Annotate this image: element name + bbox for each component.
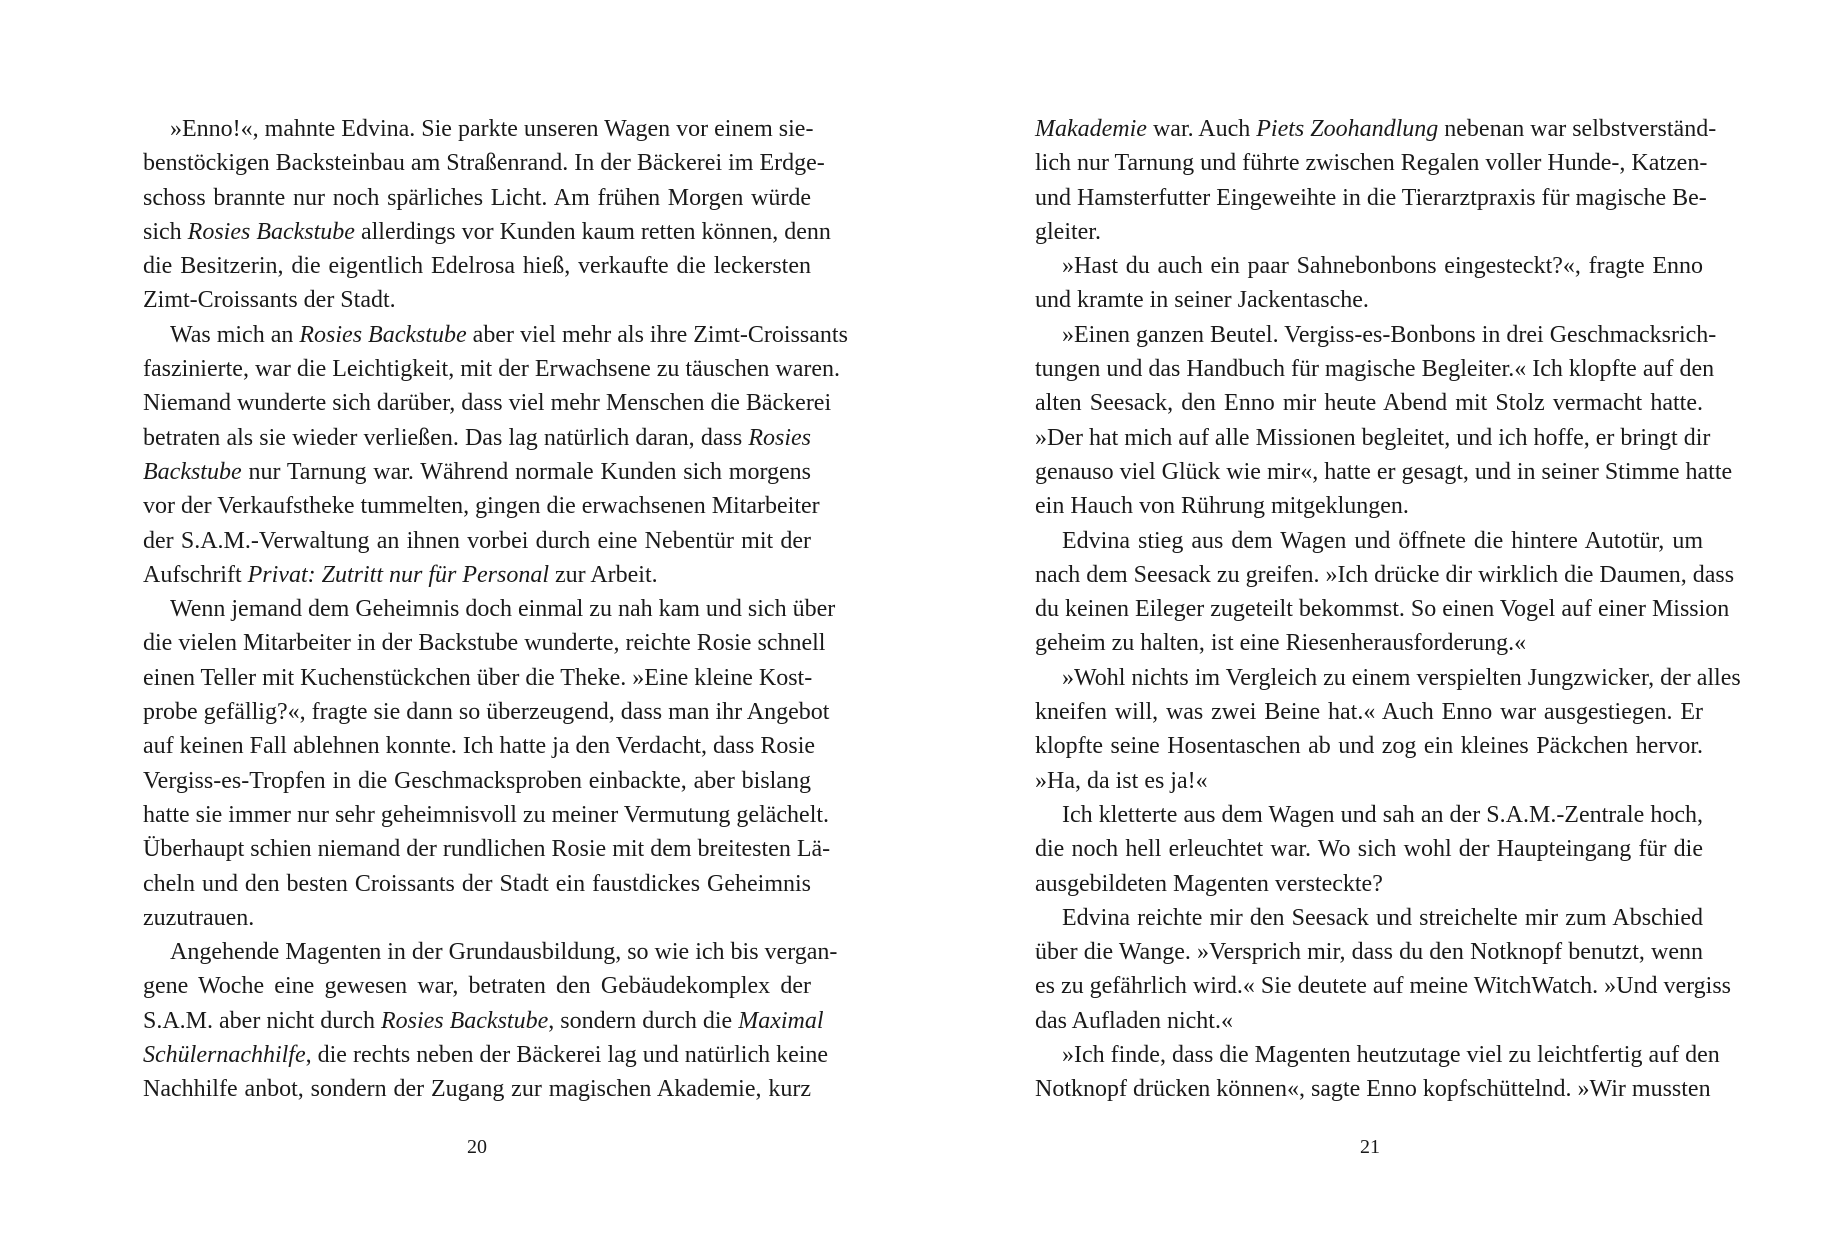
text-line <box>143 318 848 352</box>
line-text: »Ha, da ist es ja!« <box>1035 767 1208 794</box>
text-line <box>1035 181 1707 215</box>
line-text: Was mich an <box>170 321 300 348</box>
line-text: betraten als sie wieder verließen. Das lag natürlich daran, dass <box>143 424 749 451</box>
text-line <box>1035 455 1733 489</box>
text-line <box>1035 729 1703 763</box>
line-text: der S.A.M.-Verwaltung an ihnen vorbei durch eine Nebentür mit der <box>143 527 811 554</box>
line-text: nur Tarnung war. Während normale Kunden sich morgens <box>241 458 811 485</box>
italic-text: Makademie <box>1035 116 1147 142</box>
line-text: gleiter. <box>1035 218 1101 245</box>
text-line <box>143 1004 824 1038</box>
text-line <box>1035 215 1703 249</box>
text-line <box>143 798 830 832</box>
text-line <box>143 352 841 386</box>
text-line <box>143 1038 829 1072</box>
line-text: Ich kletterte aus dem Wagen und sah an der S.A.M.-Zentrale hoch, <box>1062 801 1703 828</box>
text-line <box>143 181 811 215</box>
line-text: tungen und das Handbuch für magische Begleiter.« Ich klopfte auf den <box>1035 356 1715 383</box>
italic-text: Rosies <box>748 424 811 451</box>
line-text: und Hamsterfutter Eingeweihte in die Tierarztpraxis für magische Be- <box>1035 184 1707 211</box>
line-text: Zimt-Croissants der Stadt. <box>143 287 396 314</box>
italic-text: Maximal <box>738 1007 824 1034</box>
line-text: kneifen will, was zwei Beine hat.« Auch Enno war ausgestiegen. Er <box>1035 699 1703 726</box>
text-line <box>1035 283 1703 317</box>
line-text: war. Auch <box>1146 116 1257 142</box>
line-text: »Einen ganzen Beutel. Vergiss-es-Bonbons in drei Geschmacksrich- <box>1062 321 1717 348</box>
text-line <box>143 969 811 1003</box>
line-text: Edvina reichte mir den Seesack und streichelte mir zum Abschied <box>1062 904 1703 931</box>
text-line <box>1035 592 1730 626</box>
text-line <box>143 867 811 901</box>
text-line <box>143 935 838 969</box>
text-line <box>1035 901 1703 935</box>
text-line <box>143 524 811 558</box>
text-line <box>143 489 820 523</box>
right-page-number: 21 <box>1360 1136 1380 1158</box>
text-line <box>143 764 811 798</box>
text-line <box>143 1072 811 1106</box>
line-text: schoss brannte nur noch spärliches Licht. Am frühen Morgen würde <box>143 184 811 211</box>
line-text: genauso viel Glück wie mir«, hatte er gesagt, und in seiner Stimme hatte <box>1035 458 1733 485</box>
text-line <box>143 661 811 695</box>
line-text: allerdings vor Kunden kaum retten können, denn <box>354 218 831 245</box>
text-line <box>1035 626 1703 660</box>
line-text: klopfte seine Hosentaschen ab und zog ein kleines Päckchen hervor. <box>1035 733 1703 760</box>
line-text: Überhaupt schien niemand der rundlichen Rosie mit dem breitesten Lä- <box>143 836 831 863</box>
line-text: S.A.M. aber nicht durch <box>143 1007 381 1034</box>
text-line <box>1035 421 1711 455</box>
text-line <box>143 832 831 866</box>
line-text: nebenan war selbstverständ- <box>1438 116 1717 142</box>
line-text: ausgebildeten Magenten versteckte? <box>1035 870 1383 897</box>
text-line <box>1035 249 1703 283</box>
text-line <box>143 112 814 146</box>
line-text: und kramte in seiner Jackentasche. <box>1035 287 1369 314</box>
italic-text: Backstube <box>143 458 242 485</box>
line-text: »Enno!«, mahnte Edvina. Sie parkte unseren Wagen vor einem sie- <box>170 116 814 142</box>
italic-text: Piets Zoohandlung <box>1256 116 1439 142</box>
line-text: benstöckigen Backsteinbau am Straßenrand. In der Bäckerei im Erdge- <box>143 150 825 177</box>
text-line <box>1035 1004 1703 1038</box>
line-text: nach dem Seesack zu greifen. »Ich drücke dir wirklich die Daumen, dass <box>1035 561 1735 588</box>
italic-text: Schülernachhilfe <box>143 1042 306 1069</box>
line-text: Wenn jemand dem Geheimnis doch einmal zu nah kam und sich über <box>170 596 836 623</box>
text-line <box>143 386 832 420</box>
text-line <box>1035 318 1717 352</box>
text-line <box>143 283 811 317</box>
line-text: Edvina stieg aus dem Wagen und öffnete die hintere Autotür, um <box>1062 527 1703 554</box>
line-text: alten Seesack, den Enno mir heute Abend mit Stolz vermacht hatte. <box>1035 390 1703 417</box>
text-line <box>1035 798 1703 832</box>
text-line <box>1035 1072 1711 1106</box>
line-text: vor der Verkaufstheke tummelten, gingen die erwachsenen Mitarbeiter <box>143 493 820 520</box>
text-line <box>143 901 811 935</box>
text-line <box>1035 832 1703 866</box>
text-line <box>1035 661 1741 695</box>
italic-text: Privat: Zutritt nur für Personal <box>247 561 549 588</box>
line-text: es zu gefährlich wird.« Sie deutete auf meine WitchWatch. »Und vergiss <box>1035 973 1731 1000</box>
text-line <box>143 215 831 249</box>
line-text: über die Wange. »Versprich mir, dass du den Notknopf benutzt, wenn <box>1035 939 1703 966</box>
line-text: »Der hat mich auf alle Missionen begleitet, und ich hoffe, er bringt dir <box>1035 424 1711 451</box>
line-text: »Wohl nichts im Vergleich zu einem verspielten Jungzwicker, der alles <box>1062 664 1741 691</box>
text-line <box>1035 695 1703 729</box>
line-text: die noch hell erleuchtet war. Wo sich wohl der Haupteingang für die <box>1035 836 1703 863</box>
text-line <box>143 558 811 592</box>
line-text: aber viel mehr als ihre Zimt-Croissants <box>466 321 848 348</box>
line-text: die vielen Mitarbeiter in der Backstube wunderte, reichte Rosie schnell <box>143 630 826 657</box>
italic-text: Rosies Backstube <box>299 321 467 348</box>
text-line <box>1035 867 1703 901</box>
line-text: Notknopf drücken können«, sagte Enno kopfschüttelnd. »Wir mussten <box>1035 1076 1711 1103</box>
text-line <box>143 592 836 626</box>
text-line <box>1035 524 1703 558</box>
line-text: , die rechts neben der Bäckerei lag und natürlich keine <box>305 1042 829 1069</box>
line-text: gene Woche eine gewesen war, betraten den Gebäudekomplex der <box>143 973 811 1000</box>
line-text: einen Teller mit Kuchenstückchen über die Theke. »Eine kleine Kost- <box>143 664 813 691</box>
text-line <box>143 146 825 180</box>
line-text: du keinen Eileger zugeteilt bekommst. So einen Vogel auf einer Mission <box>1035 596 1730 623</box>
line-text: cheln und den besten Croissants der Stadt ein faustdickes Geheimnis <box>143 870 811 897</box>
line-text: zur Arbeit. <box>549 561 658 588</box>
text-line <box>143 695 830 729</box>
line-text: Nachhilfe anbot, sondern der Zugang zur magischen Akademie, kurz <box>143 1076 811 1103</box>
line-text: faszinierte, war die Leichtigkeit, mit der Erwachsene zu täuschen waren. <box>143 356 841 383</box>
text-line <box>1035 386 1703 420</box>
line-text: sich <box>143 218 188 245</box>
left-page-text <box>143 112 848 1107</box>
line-text: »Ich finde, dass die Magenten heutzutage viel zu leichtfertig auf den <box>1062 1042 1720 1069</box>
text-line <box>143 249 811 283</box>
text-line <box>143 626 826 660</box>
text-line <box>143 729 816 763</box>
line-text: probe gefällig?«, fragte sie dann so überzeugend, dass man ihr Angebot <box>143 699 830 726</box>
line-text: »Hast du auch ein paar Sahnebonbons eingesteckt?«, fragte Enno <box>1062 253 1703 280</box>
line-text: Aufschrift <box>143 561 248 588</box>
line-text: das Aufladen nicht.« <box>1035 1007 1233 1034</box>
text-line <box>1035 489 1703 523</box>
text-line <box>1035 935 1703 969</box>
text-line <box>1035 969 1731 1003</box>
text-line <box>1035 1038 1720 1072</box>
line-text: zuzutrauen. <box>143 904 255 931</box>
italic-text: Rosies Backstube <box>187 218 355 245</box>
line-text: , sondern durch die <box>548 1007 739 1034</box>
text-line <box>1035 764 1703 798</box>
line-text: auf keinen Fall ablehnen konnte. Ich hatte ja den Verdacht, dass Rosie <box>143 733 816 760</box>
line-text: Vergiss-es-Tropfen in die Geschmacksproben einbackte, aber bislang <box>143 767 811 794</box>
right-page-text <box>1035 112 1741 1107</box>
line-text: ein Hauch von Rührung mitgeklungen. <box>1035 493 1409 520</box>
left-page-number: 20 <box>467 1136 487 1158</box>
text-line <box>1035 352 1715 386</box>
line-text: lich nur Tarnung und führte zwischen Regalen voller Hunde-, Katzen- <box>1035 150 1708 177</box>
line-text: hatte sie immer nur sehr geheimnisvoll zu meiner Vermutung gelächelt. <box>143 801 830 828</box>
line-text: geheim zu halten, ist eine Riesenherausforderung.« <box>1035 630 1527 657</box>
text-line <box>1035 146 1708 180</box>
italic-text: Rosies Backstube <box>380 1007 549 1034</box>
text-line <box>1035 558 1735 592</box>
text-line <box>143 421 811 455</box>
line-text: Niemand wunderte sich darüber, dass viel mehr Menschen die Bäckerei <box>143 390 832 417</box>
text-line <box>1035 112 1717 146</box>
text-line <box>143 455 811 489</box>
line-text: Angehende Magenten in der Grundausbildung, so wie ich bis vergan- <box>170 939 838 966</box>
line-text: die Besitzerin, die eigentlich Edelrosa hieß, verkaufte die leckersten <box>143 253 811 280</box>
